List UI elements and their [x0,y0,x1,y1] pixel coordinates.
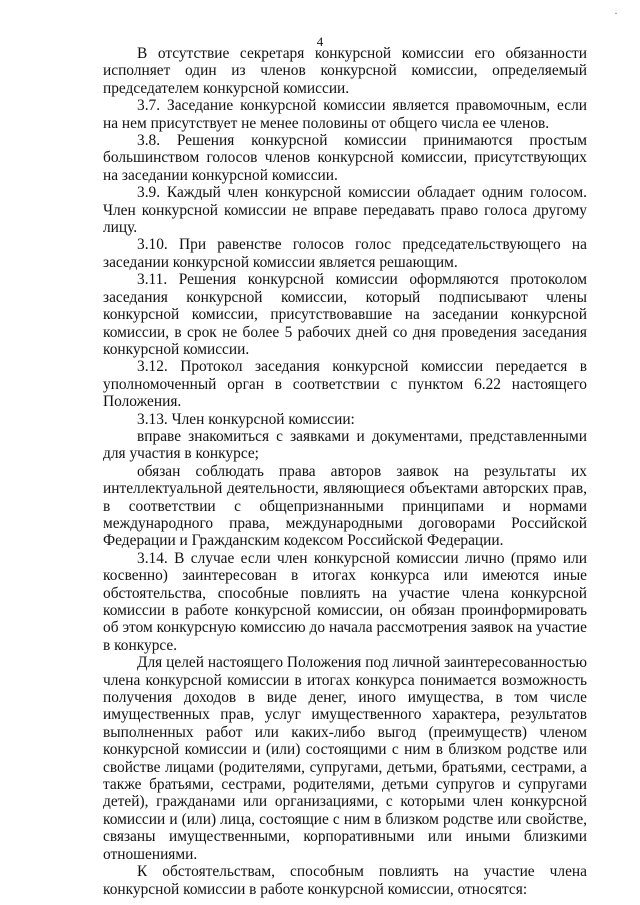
paragraph-member-right: вправе знакомиться с заявками и документами, представленными для участия в конкурсе; [103,427,587,463]
paragraph-3-7: 3.7. Заседание конкурсной комиссии является правомочным, если на нем присутствует не менее половины от общего числа ее членов. [103,97,587,132]
paragraph-3-14: 3.14. В случае если член конкурсной комиссии лично (прямо или косвенно) заинтересован в итогах конкурса или имеются иные обстоятельства, способные повлиять на участие члена конкурсной комиссии в работе конкурсной комиссии, он обязан проинформировать об этом конкурсную комиссию до начала рассмотрения заявок на участие в конкурсе. [103,549,587,654]
paragraph-3-12: 3.12. Протокол заседания конкурсной комиссии передается в уполномоченный орган в соответствии с пунктом 6.22 настоящего Положения. [103,358,587,411]
paragraph-3-13: 3.13. Член конкурсной комиссии: [137,410,355,428]
document-body [103,45,587,898]
paragraph-3-9: 3.9. Каждый член конкурсной комиссии обладает одним голосом. Член конкурсной комиссии не вправе передавать право голоса другому лицу. [103,184,587,237]
paragraph-3-8: 3.8. Решения конкурсной комиссии принимаются простым большинством голосов членов конкурсной комиссии, присутствующих на заседании конкурсной комиссии. [103,132,587,184]
corner-mark: · [614,6,618,20]
page-number: 4 [316,34,324,49]
paragraph-circumstances: К обстоятельствам, способным повлиять на участие члена конкурсной комиссии в работе конкурсной комиссии, относятся: [103,863,587,898]
paragraph-member-duty: обязан соблюдать права авторов заявок на результаты их интеллектуальной деятельности, являющиеся объектами авторских прав, в соответствии с общепризнанными принципами и нормами международного права, международными договорами Российской Федерации и Гражданским кодексом Российской Федерации. [103,462,587,550]
paragraph-3-11: 3.11. Решения конкурсной комиссии оформляются протоколом заседания конкурсной комиссии, который подписывают члены конкурсной комиссии, присутствовавшие на заседании конкурсной комиссии, в срок не более 5 рабочих дней со дня проведения заседания конкурсной комиссии. [103,271,587,358]
paragraph-personal-interest: Для целей настоящего Положения под личной заинтересованностью члена конкурсной комиссии в итогах конкурса понимается возможность получения доходов в виде денег, иного имущества, в том числе имущественных прав, услуг имущественного характера, результатов выполненных работ или каких-либо выгод (преимуществ) членом конкурсной комиссии и (или) состоящими с ним в близком родстве или свойстве лицами (родителями, супругами, детьми, братьями, сестрами, а также братьями, сестрами, родителями, детьми супругов и супругами детей), гражданами или организациями, с которыми член конкурсной комиссии и (или) лица, состоящие с ним в близком родстве или свойстве, связаны имущественными, корпоративными или иными близкими отношениями. [103,654,587,863]
paragraph-secretary-absence: В отсутствие секретаря конкурсной комиссии его обязанности исполняет один из членов конкурсной комиссии, определяемый председателем конкурсной комиссии. [103,45,587,97]
paragraph-3-10: 3.10. При равенстве голосов голос председательствующего на заседании конкурсной комиссии является решающим. [103,236,587,271]
